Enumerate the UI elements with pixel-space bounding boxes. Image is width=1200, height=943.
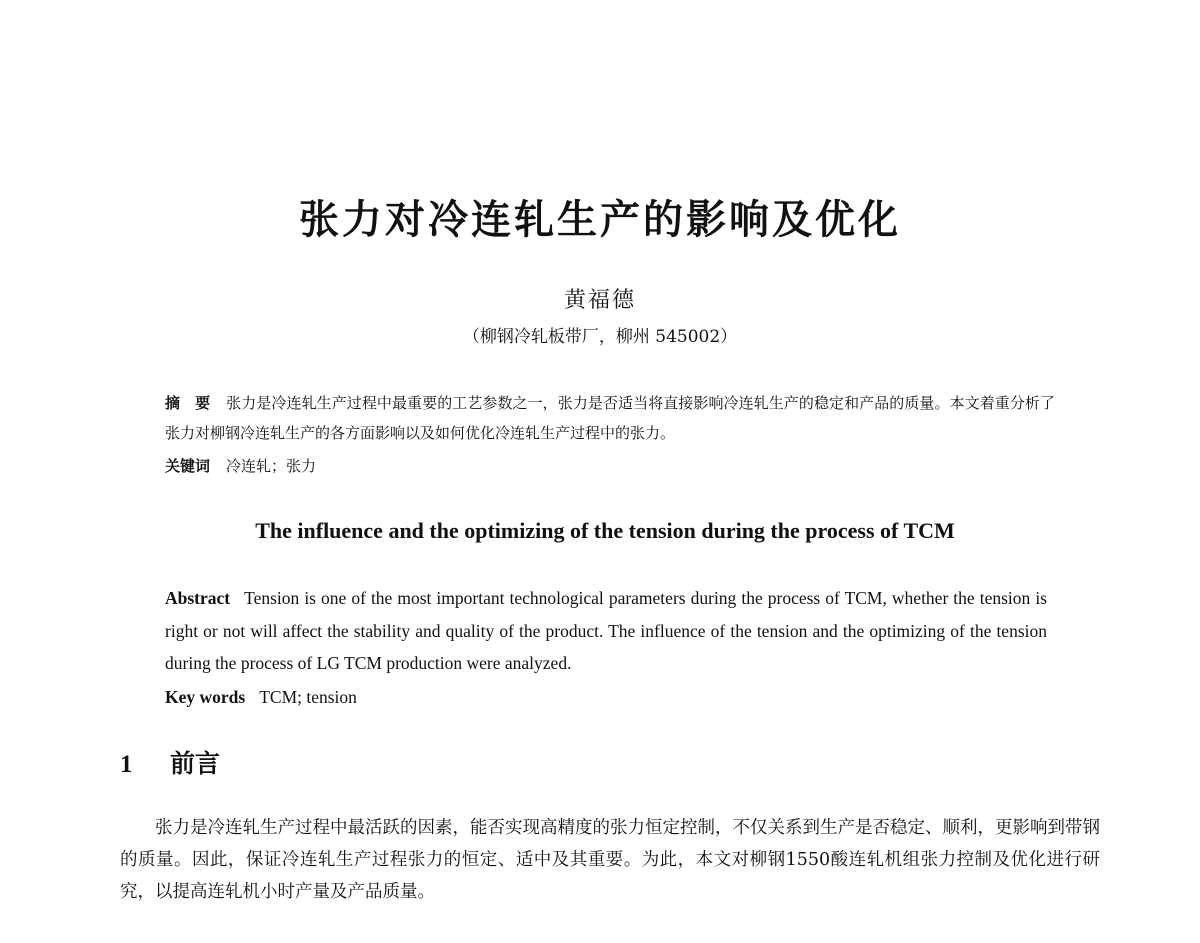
keywords-en-label: Key words <box>165 687 246 707</box>
abstract-cn-label: 摘 要 <box>165 394 211 412</box>
paper-title: 张力对冷连轧生产的影响及优化 <box>299 197 901 243</box>
paper-title-en: The influence and the optimizing of the tension during the process of TCM <box>255 518 955 543</box>
abstract-en-label: Abstract <box>165 588 231 608</box>
author-affiliation: （柳钢冷轧板带厂，柳州 545002） <box>462 327 738 347</box>
keywords-cn-text: 冷连轧；张力 <box>226 457 317 475</box>
keywords-cn-label: 关键词 <box>165 457 211 475</box>
keywords-cn <box>165 452 1055 480</box>
author-name: 黄福德 <box>563 288 636 313</box>
section-paragraph: 张力是冷连轧生产过程中最活跃的因素，能否实现高精度的张力恒定控制，不仅关系到生产是否稳定、顺利，更影响到带钢的质量。因此，保证冷连轧生产过程张力的恒定、适中及其重要。为此，本文对柳钢1550酸连轧机组张力控制及优化进行研究，以提高连轧机小时产量及产品质量。 <box>120 818 1100 902</box>
section-title: 前言 <box>170 749 221 778</box>
abstract-en-text: Tension is one of the most important technological parameters during the process of TCM, whether the tension is right or not will affect the stability and quality of the product. The influence of the tension and the optimizing of the tension during the process of LG TCM production were analyzed. <box>165 588 1047 673</box>
abstract-cn <box>165 388 1055 448</box>
abstract-en <box>165 582 1047 680</box>
section-number: 1 <box>120 751 133 778</box>
abstract-cn-text: 张力是冷连轧生产过程中最重要的工艺参数之一，张力是否适当将直接影响冷连轧生产的稳定和产品的质量。本文着重分析了张力对柳钢冷连轧生产的各方面影响以及如何优化冷连轧生产过程中的张力。 <box>165 394 1055 442</box>
keywords-en <box>165 682 1047 712</box>
keywords-en-text: TCM; tension <box>259 687 357 707</box>
section-heading <box>120 746 220 783</box>
